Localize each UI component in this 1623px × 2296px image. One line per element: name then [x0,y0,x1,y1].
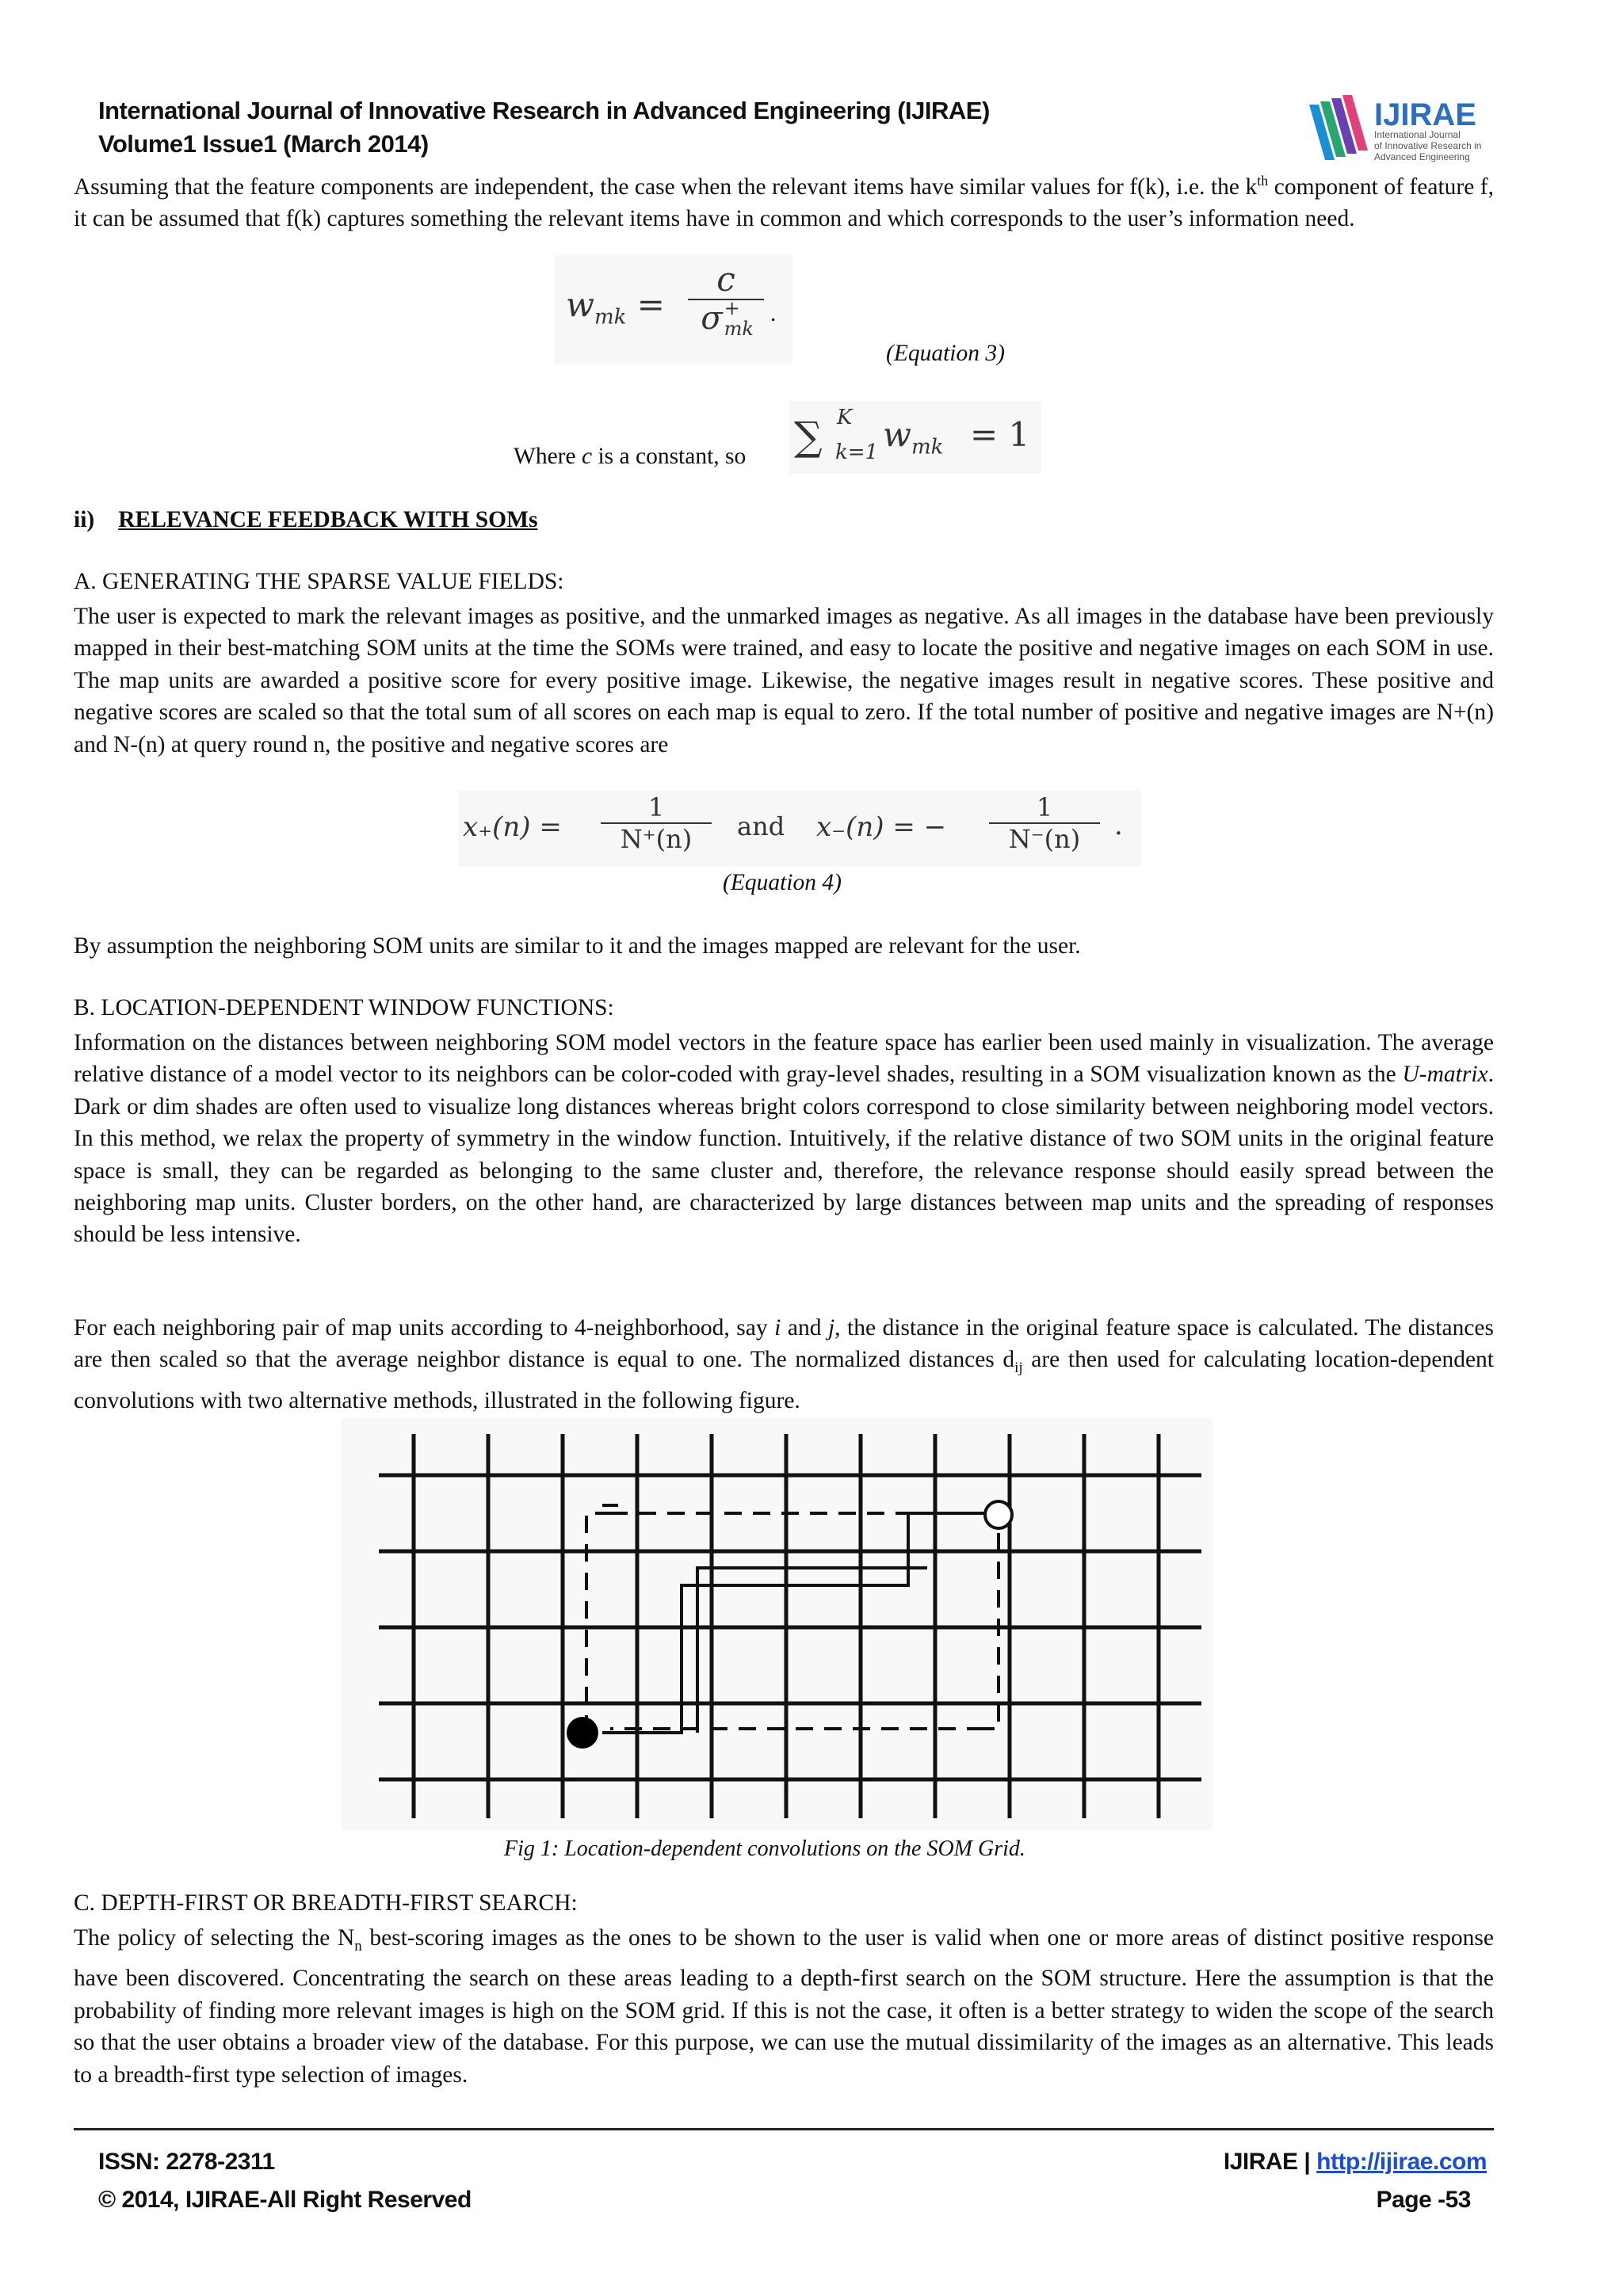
footer-copyright: © 2014, IJIRAE-All Right Reserved [98,2187,472,2213]
subsection-b-body: Information on the distances between neighboring SOM model vectors in the feature space has earlier been used mainly in visualization. The average relative distance of a model vector to its neighbors can be color-coded with gray-level shades, resulting in a SOM visualization known as the U-matrix. Dark or dim shades are often used to visualize long distances whereas bright colors correspond to close similarity between neighboring model vectors. In this method, we relax the property of symmetry in the window function. Intuitively, if the relative distance of two SOM units in the original feature space is small, they can be regarded as belonging to the same cluster and, therefore, the relevance response should easily spread between the neighboring map units. Cluster borders, on the other hand, are characterized by large distances between map units and the spreading of responses should be less intensive. [74,1030,1494,1248]
sum-constraint: ∑ K k=1 $w_{mk}$ = 1 [789,401,1041,474]
footer-brand: IJIRAE | http://ijirae.com [1223,2149,1487,2175]
where-line: Where c is a constant, so [514,444,747,469]
equation-3: $w_{mk}$ = c σ + mk [555,255,792,364]
start-node-icon [567,1717,598,1749]
equation-3-period: . [770,301,777,326]
subsection-b-heading: B. LOCATION-DEPENDENT WINDOW FUNCTIONS: [74,995,614,1020]
intro-paragraph: Assuming that the feature components are independent, the case when the relevant items have similar values for f(k), i.e. the $k^{th}$ component of feature f, it can be assumed that f(k) captures something the relevant items have in common and which corresponds to the user’s information need. [74,173,1495,232]
journal-title: International Journal of Innovative Research in Advanced Engineering (IJIRAE) [98,97,990,124]
equation-4-label: (Equation 4) [723,870,842,895]
logo-wordmark: IJIRAE [1374,97,1476,132]
ijirae-logo [1308,93,1490,166]
equation-4: x₊(n) = $\frac{1}{N^+(n)}$ and x₋(n) = − $\frac{1}{N^-(n)}$ . [458,791,1141,867]
footer-issn: ISSN: 2278-2311 [98,2149,275,2175]
volume-issue: Volume1 Issue1 (March 2014) [98,130,429,158]
logo-sub1: International Journal [1374,129,1461,140]
footer-rule [74,2128,1494,2130]
assumption-text: By assumption the neighboring SOM units are similar to it and the images mapped are relevant for the user. [74,933,1081,959]
section-ii-heading: ii) RELEVANCE FEEDBACK WITH SOMs [74,507,538,532]
equation-3-label: (Equation 3) [886,341,1005,366]
footer-url-link[interactable]: http://ijirae.com [1316,2149,1487,2175]
logo-sub2: of Innovative Research in [1374,140,1482,151]
footer-page-number: Page -53 [1376,2187,1471,2213]
subsection-a-body: The user is expected to mark the relevant images as positive, and the unmarked images as negative. As all images in the database have been previously mapped in their best-matching SOM units at the time the SOMs were trained, and easy to locate the positive and negative images on each SOM in use. The map units are awarded a positive score for every positive image. Likewise, the negative images result in negative scores. These positive and negative scores are scaled so that the total sum of all scores on each map is equal to zero. If the total number of positive and negative images are N+(n) and N-(n) at query round n, the positive and negative scores are [74,604,1494,757]
figure-caption: Fig 1: Location-dependent convolutions on the SOM Grid. [504,1836,1025,1861]
target-node-icon [985,1501,1012,1528]
subsection-b-body-2: For each neighboring pair of map units according to 4-neighborhood, say i and j, the distance in the original feature space is calculated. The distances are then scaled so that the average neighbor distance is equal to one. The normalized distances $d_{ij}$ are then used for calculating location-dependent convolutions with two alternative methods, illustrated in the following figure. [74,1315,1494,1413]
subsection-a-heading: A. GENERATING THE SPARSE VALUE FIELDS: [74,569,564,594]
logo-stripes-icon [1309,95,1368,160]
subsection-c-heading: C. DEPTH-FIRST OR BREADTH-FIRST SEARCH: [74,1890,578,1916]
som-grid-figure [341,1418,1212,1830]
logo-sub3: Advanced Engineering [1374,151,1470,162]
subsection-c-body: The policy of selecting the $N_n$ best-scoring images as the ones to be shown to the user is valid when one or more areas of distinct positive response have been discovered. Concentrating the search on these areas leading to a depth-first search on the SOM structure. Here the assumption is that the probability of finding more relevant images is high on the SOM grid. If this is not the case, it often is a better strategy to widen the scope of the search so that the user obtains a broader view of the database. For this purpose, we can use the mutual dissimilarity of the images as an alternative. This leads to a breadth-first type selection of images. [74,1925,1494,2088]
